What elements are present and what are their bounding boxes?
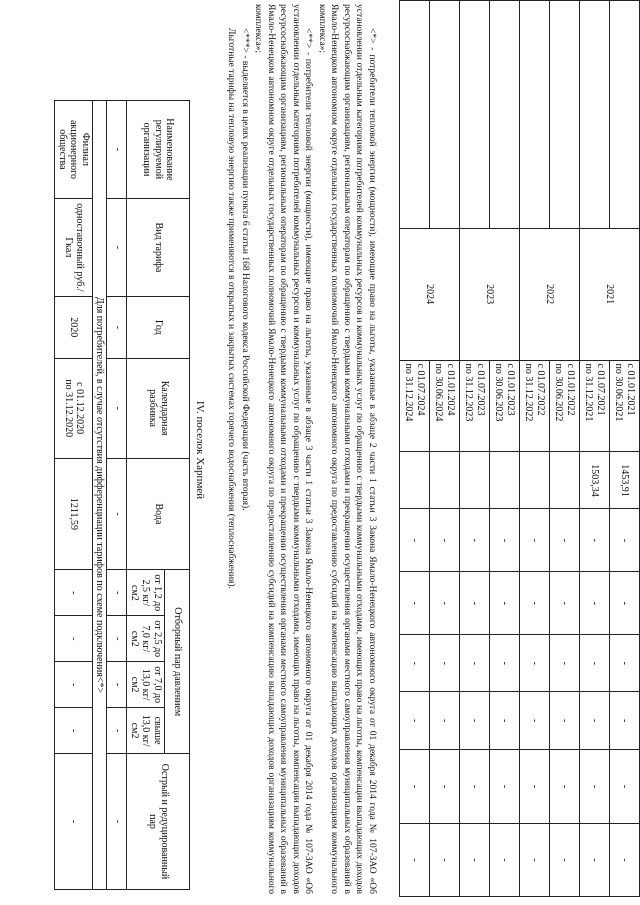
- dash-cell: -: [55, 570, 93, 616]
- dash-cell: -: [520, 750, 550, 824]
- year-cell: 2024: [400, 228, 460, 360]
- tariff-type: одноставочный руб./Гкал: [55, 198, 93, 296]
- dash-cell: -: [550, 509, 580, 572]
- bottom-tariff-table: [55, 100, 191, 890]
- dash-cell: -: [460, 572, 490, 635]
- period-start: с 01.07.2022: [535, 363, 546, 416]
- table-row: [400, 1, 430, 897]
- dash-cell: -: [107, 198, 127, 296]
- period-start: с 01.07.2024: [415, 363, 426, 416]
- section-title: IV. поселок Харпмей: [194, 400, 206, 500]
- footnote-2: <**> - потребители тепловой энергии (мощности), имеющие право на льготы, указанные в абзаце 3 части 1 статьи 3 Закона Ямало-Ненецкого автономного округа от 01 декабря 2014 года № 107-ЗАО «Об установлении отдельным категориям потребителей коммунальных ресурсов и коммунальных услуг по обращению с твердыми коммунальными отходами, имеющих право на льготы, компенсации выпадающих доходов ресурсоснабжающим организациям, региональным операторам по обращению с твердыми коммунальными отходами и прекращении осуществления органами местного самоуправления муниципальных образований в Ямало-Ненецком автономном округе отдельных государственных полномочий Ямало-Ненецкого автономного округа по предоставлению субсидий на компенсацию выпадающих доходов организациям коммунального комплекса»;: [253, 4, 314, 894]
- footnote-1: <*> - потребители тепловой энергии (мощности), имеющие право на льготы, указанные в абзаце 2 части 1 статьи 3 Закона Ямало-Ненецкого автономного округа от 01 декабря 2014 года № 107-ЗАО «Об установлении отдельным категориям потребителей коммунальных ресурсов и коммунальных услуг по обращению с твердыми коммунальными отходами, имеющих право на льготы, компенсации выпадающих доходов ресурсоснабжающим организациям, региональным операторам по обращению с твердыми коммунальными отходами и прекращении осуществления органами местного самоуправления муниципальных образований в Ямало-Ненецком автономном округе отдельных государственных полномочий Ямало-Ненецкого автономного округа по предоставлению субсидий на компенсацию выпадающих доходов организациям коммунального комплекса»;: [317, 4, 377, 894]
- year-cell: 2022: [520, 228, 580, 360]
- empty-cell: [400, 1, 430, 229]
- empty-cell: [460, 1, 490, 229]
- dash-cell: -: [55, 662, 93, 708]
- dash-cell: -: [400, 750, 430, 824]
- dash-cell: -: [460, 635, 490, 692]
- dash-cell: -: [400, 635, 430, 692]
- dash-cell: -: [400, 824, 430, 897]
- dash-cell: -: [550, 572, 580, 635]
- dash-cell: -: [490, 635, 520, 692]
- calendar-cell: с 01.12.2020 по 31.12.2020: [55, 358, 93, 458]
- table-row: [460, 1, 490, 897]
- header-pressure-2: от 2,5 до 7,0 кг/см2: [127, 616, 165, 662]
- calendar-cell: [490, 360, 520, 452]
- water-value: [550, 452, 580, 509]
- dash-cell: -: [490, 692, 520, 750]
- period-start: с 01.01.2023: [505, 363, 516, 416]
- calendar-cell: [610, 360, 640, 452]
- dash-cell: -: [520, 635, 550, 692]
- dash-cell: -: [490, 572, 520, 635]
- dash-cell: -: [400, 692, 430, 750]
- dash-cell: -: [490, 750, 520, 824]
- period-start: с 01.01.2021: [625, 363, 636, 416]
- dash-cell: -: [520, 509, 550, 572]
- dash-cell: -: [580, 572, 610, 635]
- footnote-4: Льготные тарифы на тепловую энергию также применяются в открытых и закрытых системах горячего водоснабжения (теплоснабжения).: [226, 28, 237, 589]
- period-end: по 30.06.2023: [493, 363, 505, 422]
- calendar-cell: [580, 360, 610, 452]
- dash-cell: -: [580, 509, 610, 572]
- dash-cell: -: [107, 458, 127, 570]
- dash-cell: -: [580, 824, 610, 897]
- period-end: по 30.06.2021: [613, 363, 625, 422]
- calendar-cell: [460, 360, 490, 452]
- dash-cell: -: [550, 692, 580, 750]
- dash-cell: -: [107, 296, 127, 358]
- dash-cell: -: [107, 662, 127, 708]
- dash-cell: -: [430, 509, 460, 572]
- dash-cell: -: [460, 750, 490, 824]
- dash-cell: -: [550, 750, 580, 824]
- dash-cell: -: [490, 509, 520, 572]
- table-row: [490, 1, 520, 897]
- empty-cell: [610, 1, 640, 229]
- empty-cell: [490, 1, 520, 229]
- dash-cell: -: [460, 824, 490, 897]
- water-value: 1453,91: [610, 452, 640, 509]
- dash-cell: -: [460, 692, 490, 750]
- footnotes: [224, 4, 378, 894]
- dash-cell: -: [107, 616, 127, 662]
- dash-cell: -: [550, 635, 580, 692]
- header-year: Год: [127, 296, 190, 358]
- period-end: по 31.12.2022: [523, 363, 535, 422]
- dash-cell: -: [107, 708, 127, 754]
- dash-cell: -: [610, 824, 640, 897]
- header-pressure-1: от 1,2 до 2,5 кг/см2: [127, 570, 165, 616]
- dash-cell: -: [430, 750, 460, 824]
- dash-cell: -: [580, 750, 610, 824]
- calendar-cell: [520, 360, 550, 452]
- water-value: 1503,34: [580, 452, 610, 509]
- water-value: [490, 452, 520, 509]
- table-row: [520, 1, 550, 897]
- period-end: по 30.06.2024: [433, 363, 445, 422]
- table-row: [610, 1, 640, 897]
- header-water: Вода: [127, 458, 190, 570]
- empty-cell: [550, 1, 580, 229]
- period-end: по 31.12.2021: [583, 363, 595, 422]
- org-name: Филиал акционерного общества: [55, 101, 93, 199]
- period-end: по 31.12.2023: [463, 363, 475, 422]
- dash-cell: -: [460, 509, 490, 572]
- table-row: [430, 1, 460, 897]
- dash-cell: -: [107, 358, 127, 458]
- dash-cell: -: [610, 635, 640, 692]
- dash-cell: -: [430, 824, 460, 897]
- dash-cell: -: [520, 572, 550, 635]
- header-org: Наименование регулируемой организации: [127, 101, 190, 199]
- dash-cell: -: [610, 750, 640, 824]
- dash-cell: -: [400, 572, 430, 635]
- top-tariff-table: [399, 0, 640, 897]
- dash-cell: -: [580, 635, 610, 692]
- water-value: [400, 452, 430, 509]
- header-calendar: Календарная разбивка: [127, 358, 190, 458]
- water-value: 1211,59: [55, 458, 93, 570]
- header-live-steam: Острый и редуцированный пар: [127, 754, 190, 890]
- water-value: [430, 452, 460, 509]
- dash-cell: -: [400, 509, 430, 572]
- footnote-3: <***> - выделяется в целях реализации пункта 6 статьи 168 Налогового кодекса Российской Федерации (часть вторая).: [240, 28, 250, 511]
- dash-cell: -: [55, 754, 93, 890]
- dash-cell: -: [430, 635, 460, 692]
- header-pressure-4: свыше 13,0 кг/см2: [127, 708, 165, 754]
- dash-cell: -: [107, 101, 127, 199]
- dash-cell: -: [550, 824, 580, 897]
- year-cell: 2023: [460, 228, 520, 360]
- year-cell: 2021: [580, 228, 640, 360]
- period-start: с 01.07.2021: [595, 363, 606, 416]
- dash-cell: -: [580, 692, 610, 750]
- empty-cell: [520, 1, 550, 229]
- top-table-body: [400, 1, 640, 897]
- dash-cell: -: [520, 824, 550, 897]
- dash-cell: -: [107, 754, 127, 890]
- header-tariff-type: Вид тарифа: [127, 198, 190, 296]
- period-end: по 30.06.2022: [553, 363, 565, 422]
- calendar-cell: [400, 360, 430, 452]
- dash-cell: -: [55, 708, 93, 754]
- empty-cell: [580, 1, 610, 229]
- year-cell: 2020: [55, 296, 93, 358]
- table-note: Для потребителей, в случае отсутствия дифференциации тарифов по схеме подключения<*>: [93, 101, 108, 890]
- header-steam: Отборный пар давлением: [165, 570, 190, 754]
- calendar-cell: [430, 360, 460, 452]
- dash-cell: -: [520, 692, 550, 750]
- water-value: [460, 452, 490, 509]
- dash-cell: -: [55, 616, 93, 662]
- dash-cell: -: [610, 509, 640, 572]
- dash-cell: -: [610, 692, 640, 750]
- dash-cell: -: [107, 570, 127, 616]
- water-value: [520, 452, 550, 509]
- table-row: [580, 1, 610, 897]
- period-start: с 01.07.2023: [475, 363, 486, 416]
- dash-cell: -: [430, 692, 460, 750]
- dash-cell: -: [430, 572, 460, 635]
- calendar-cell: [550, 360, 580, 452]
- header-pressure-3: от 7,0 до 13,0 кг/см2: [127, 662, 165, 708]
- dash-cell: -: [610, 572, 640, 635]
- period-start: с 01.01.2024: [445, 363, 456, 416]
- empty-cell: [430, 1, 460, 229]
- period-start: с 01.01.2022: [565, 363, 576, 416]
- table-row: [550, 1, 580, 897]
- period-end: по 31.12.2024: [403, 363, 415, 422]
- dash-cell: -: [490, 824, 520, 897]
